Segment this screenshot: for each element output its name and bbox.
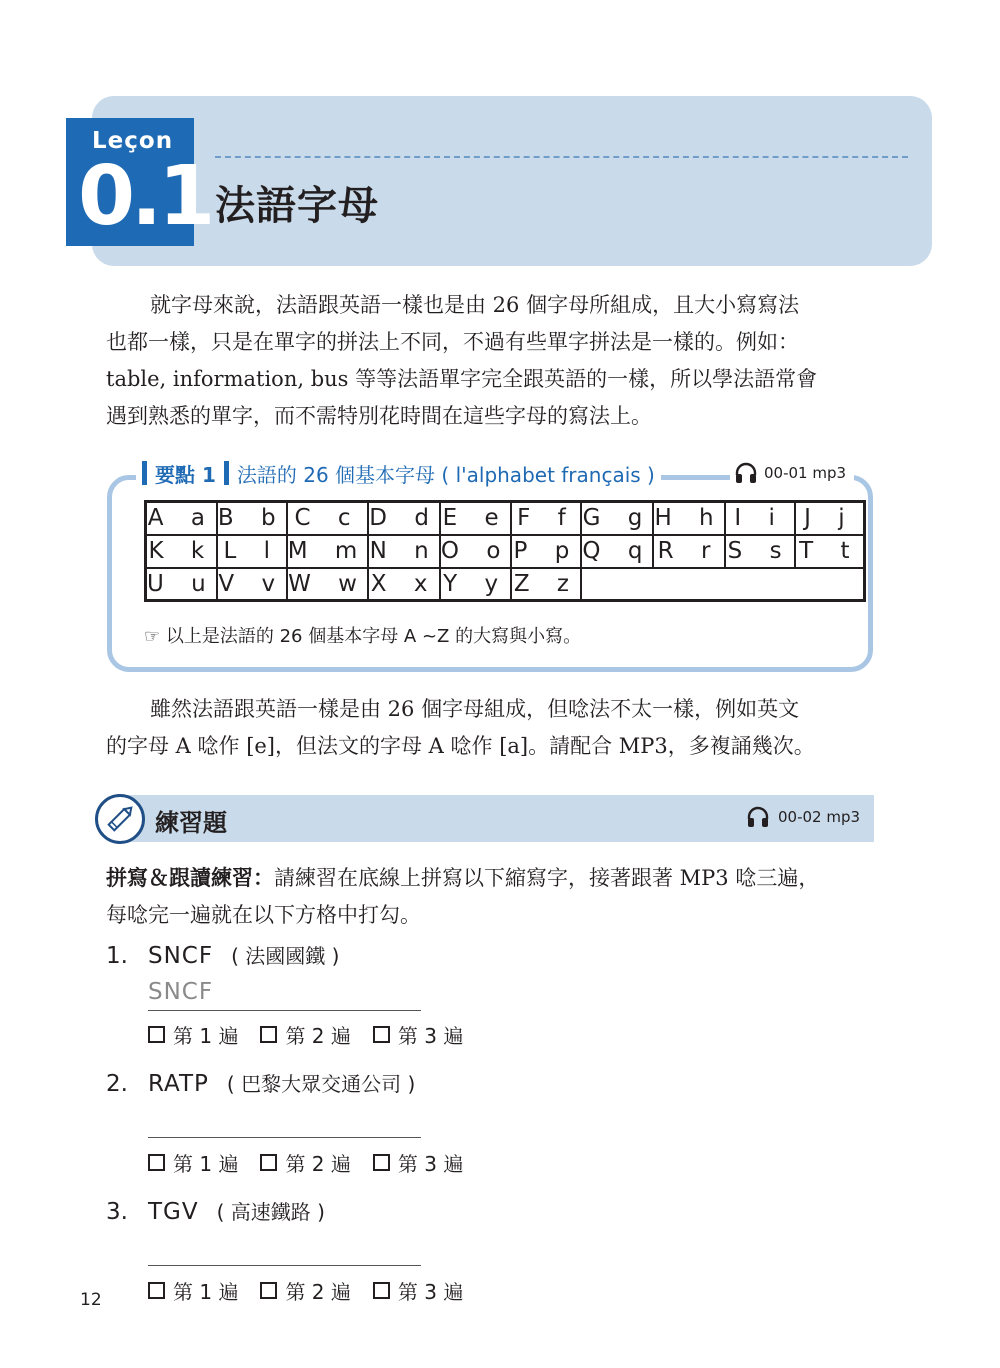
alphabet-cell: B b [217,502,287,535]
answer-line[interactable] [148,1234,421,1266]
intro-line: 就字母來說，法語跟英語一樣也是由 26 個字母所組成，且大小寫寫法 [150,293,800,317]
alphabet-cell: U u [146,568,217,601]
instruction-line: 拼寫＆跟讀練習：請練習在底線上拼寫以下縮寫字，接著跟著 MP3 唸三遍， [106,866,820,890]
checkbox-round-1[interactable]: 第 1 遍 [148,1148,238,1177]
item-number: 1. [106,943,128,969]
alphabet-cell: I i [725,502,795,535]
alphabet-cell: P p [511,535,581,568]
key-point-label: 要點 1 [155,462,216,487]
exercise-instruction [106,860,878,934]
exercise-item [106,940,339,969]
pronunciation-line: 雖然法語跟英語一樣是由 26 個字母組成，但唸法不太一樣，例如英文 [150,697,800,721]
key-point-header [136,458,661,488]
alphabet-cell: M m [287,535,369,568]
alphabet-cell: W w [287,568,369,601]
lesson-word: Leçon [92,128,174,154]
answer-line[interactable] [148,1106,421,1138]
checkbox-round-2[interactable]: 第 2 遍 [260,1276,350,1305]
alphabet-note: ☞ 以上是法語的 26 個基本字母 A ~Z 的大寫與小寫。 [144,626,582,647]
alphabet-cell: Z z [511,568,581,601]
intro-paragraph [106,287,876,435]
checkbox-icon [373,1154,390,1171]
exercise-audio[interactable] [746,806,860,828]
lesson-title: 法語字母 [215,183,379,229]
item-meaning: ( 法國國鐵 ) [231,944,340,968]
alphabet-cell: K k [146,535,217,568]
instruction-label: 拼寫＆跟讀練習： [106,866,274,890]
check-group [148,1276,463,1305]
check-group [148,1148,463,1177]
alphabet-cell: D d [368,502,440,535]
intro-line: 遇到熟悉的單字，而不需特別花時間在這些字母的寫法上。 [106,404,652,428]
alphabet-cell: A a [146,502,217,535]
key-point-title: 法語的 26 個基本字母 ( l'alphabet français ) [236,462,655,487]
lesson-number-box [66,118,212,246]
alphabet-table [144,500,866,602]
item-meaning: ( 巴黎大眾交通公司 ) [226,1072,416,1096]
pronunciation-line: 的字母 A 唸作 [e]，但法文的字母 A 唸作 [a]。請配合 MP3，多複誦幾次。 [106,734,815,758]
headphones-icon [734,462,758,484]
alphabet-cell: V v [217,568,287,601]
alphabet-cell: F f [511,502,581,535]
check-group [148,1020,463,1049]
pencil-icon [95,794,145,844]
checkbox-round-2[interactable]: 第 2 遍 [260,1020,350,1049]
checkbox-icon [148,1282,165,1299]
item-number: 3. [106,1199,128,1225]
key-point-audio[interactable] [730,460,854,486]
exercise-title: 練習題 [155,809,227,837]
item-meaning: ( 高速鐵路 ) [216,1200,325,1224]
alphabet-cell: S s [725,535,795,568]
key-bar-left [142,461,147,485]
alphabet-cell: G g [581,502,653,535]
instruction-line: 每唸完一遍就在以下方格中打勾。 [106,903,421,927]
alphabet-cell: Q q [581,535,653,568]
exercise-item [106,1196,325,1225]
pronunciation-paragraph [106,691,876,765]
item-number: 2. [106,1071,128,1097]
checkbox-icon [260,1154,277,1171]
key-bar-right [224,461,229,485]
lesson-number: 0.1 [78,149,212,244]
alphabet-row [146,502,865,535]
checkbox-icon [148,1026,165,1043]
checkbox-icon [373,1026,390,1043]
checkbox-icon [260,1026,277,1043]
checkbox-icon [260,1282,277,1299]
checkbox-icon [148,1154,165,1171]
audio-track-label: 00-02 mp3 [778,808,861,826]
item-abbreviation: TGV [148,1199,199,1225]
alphabet-cell: C c [287,502,369,535]
checkbox-round-1[interactable]: 第 1 遍 [148,1276,238,1305]
alphabet-cell: O o [440,535,512,568]
page-number: 12 [80,1290,102,1310]
alphabet-cell: H h [653,502,724,535]
exercise-item [106,1068,415,1097]
checkbox-round-1[interactable]: 第 1 遍 [148,1020,238,1049]
answer-line[interactable]: SNCF [148,979,421,1011]
alphabet-cell: J j [795,502,865,535]
alphabet-cell: T t [795,535,865,568]
checkbox-round-3[interactable]: 第 3 遍 [373,1020,463,1049]
header-divider [215,156,908,158]
checkbox-icon [373,1282,390,1299]
intro-line: table, information, bus 等等法語單字完全跟英語的一樣，所以學法語常會 [106,367,818,391]
alphabet-cell: E e [440,502,512,535]
alphabet-cell: R r [653,535,724,568]
headphones-icon [746,806,770,828]
checkbox-round-3[interactable]: 第 3 遍 [373,1148,463,1177]
item-abbreviation: SNCF [148,943,214,969]
intro-line: 也都一樣，只是在單字的拼法上不同，不過有些單字拼法是一樣的。例如： [106,330,799,354]
alphabet-cell: X x [368,568,440,601]
item-abbreviation: RATP [148,1071,209,1097]
alphabet-cell: N n [368,535,440,568]
alphabet-row [146,568,865,601]
alphabet-cell: Y y [440,568,512,601]
alphabet-cell: L l [217,535,287,568]
checkbox-round-3[interactable]: 第 3 遍 [373,1276,463,1305]
checkbox-round-2[interactable]: 第 2 遍 [260,1148,350,1177]
alphabet-empty-cell [581,568,864,601]
audio-track-label: 00-01 mp3 [764,464,847,482]
alphabet-row [146,535,865,568]
